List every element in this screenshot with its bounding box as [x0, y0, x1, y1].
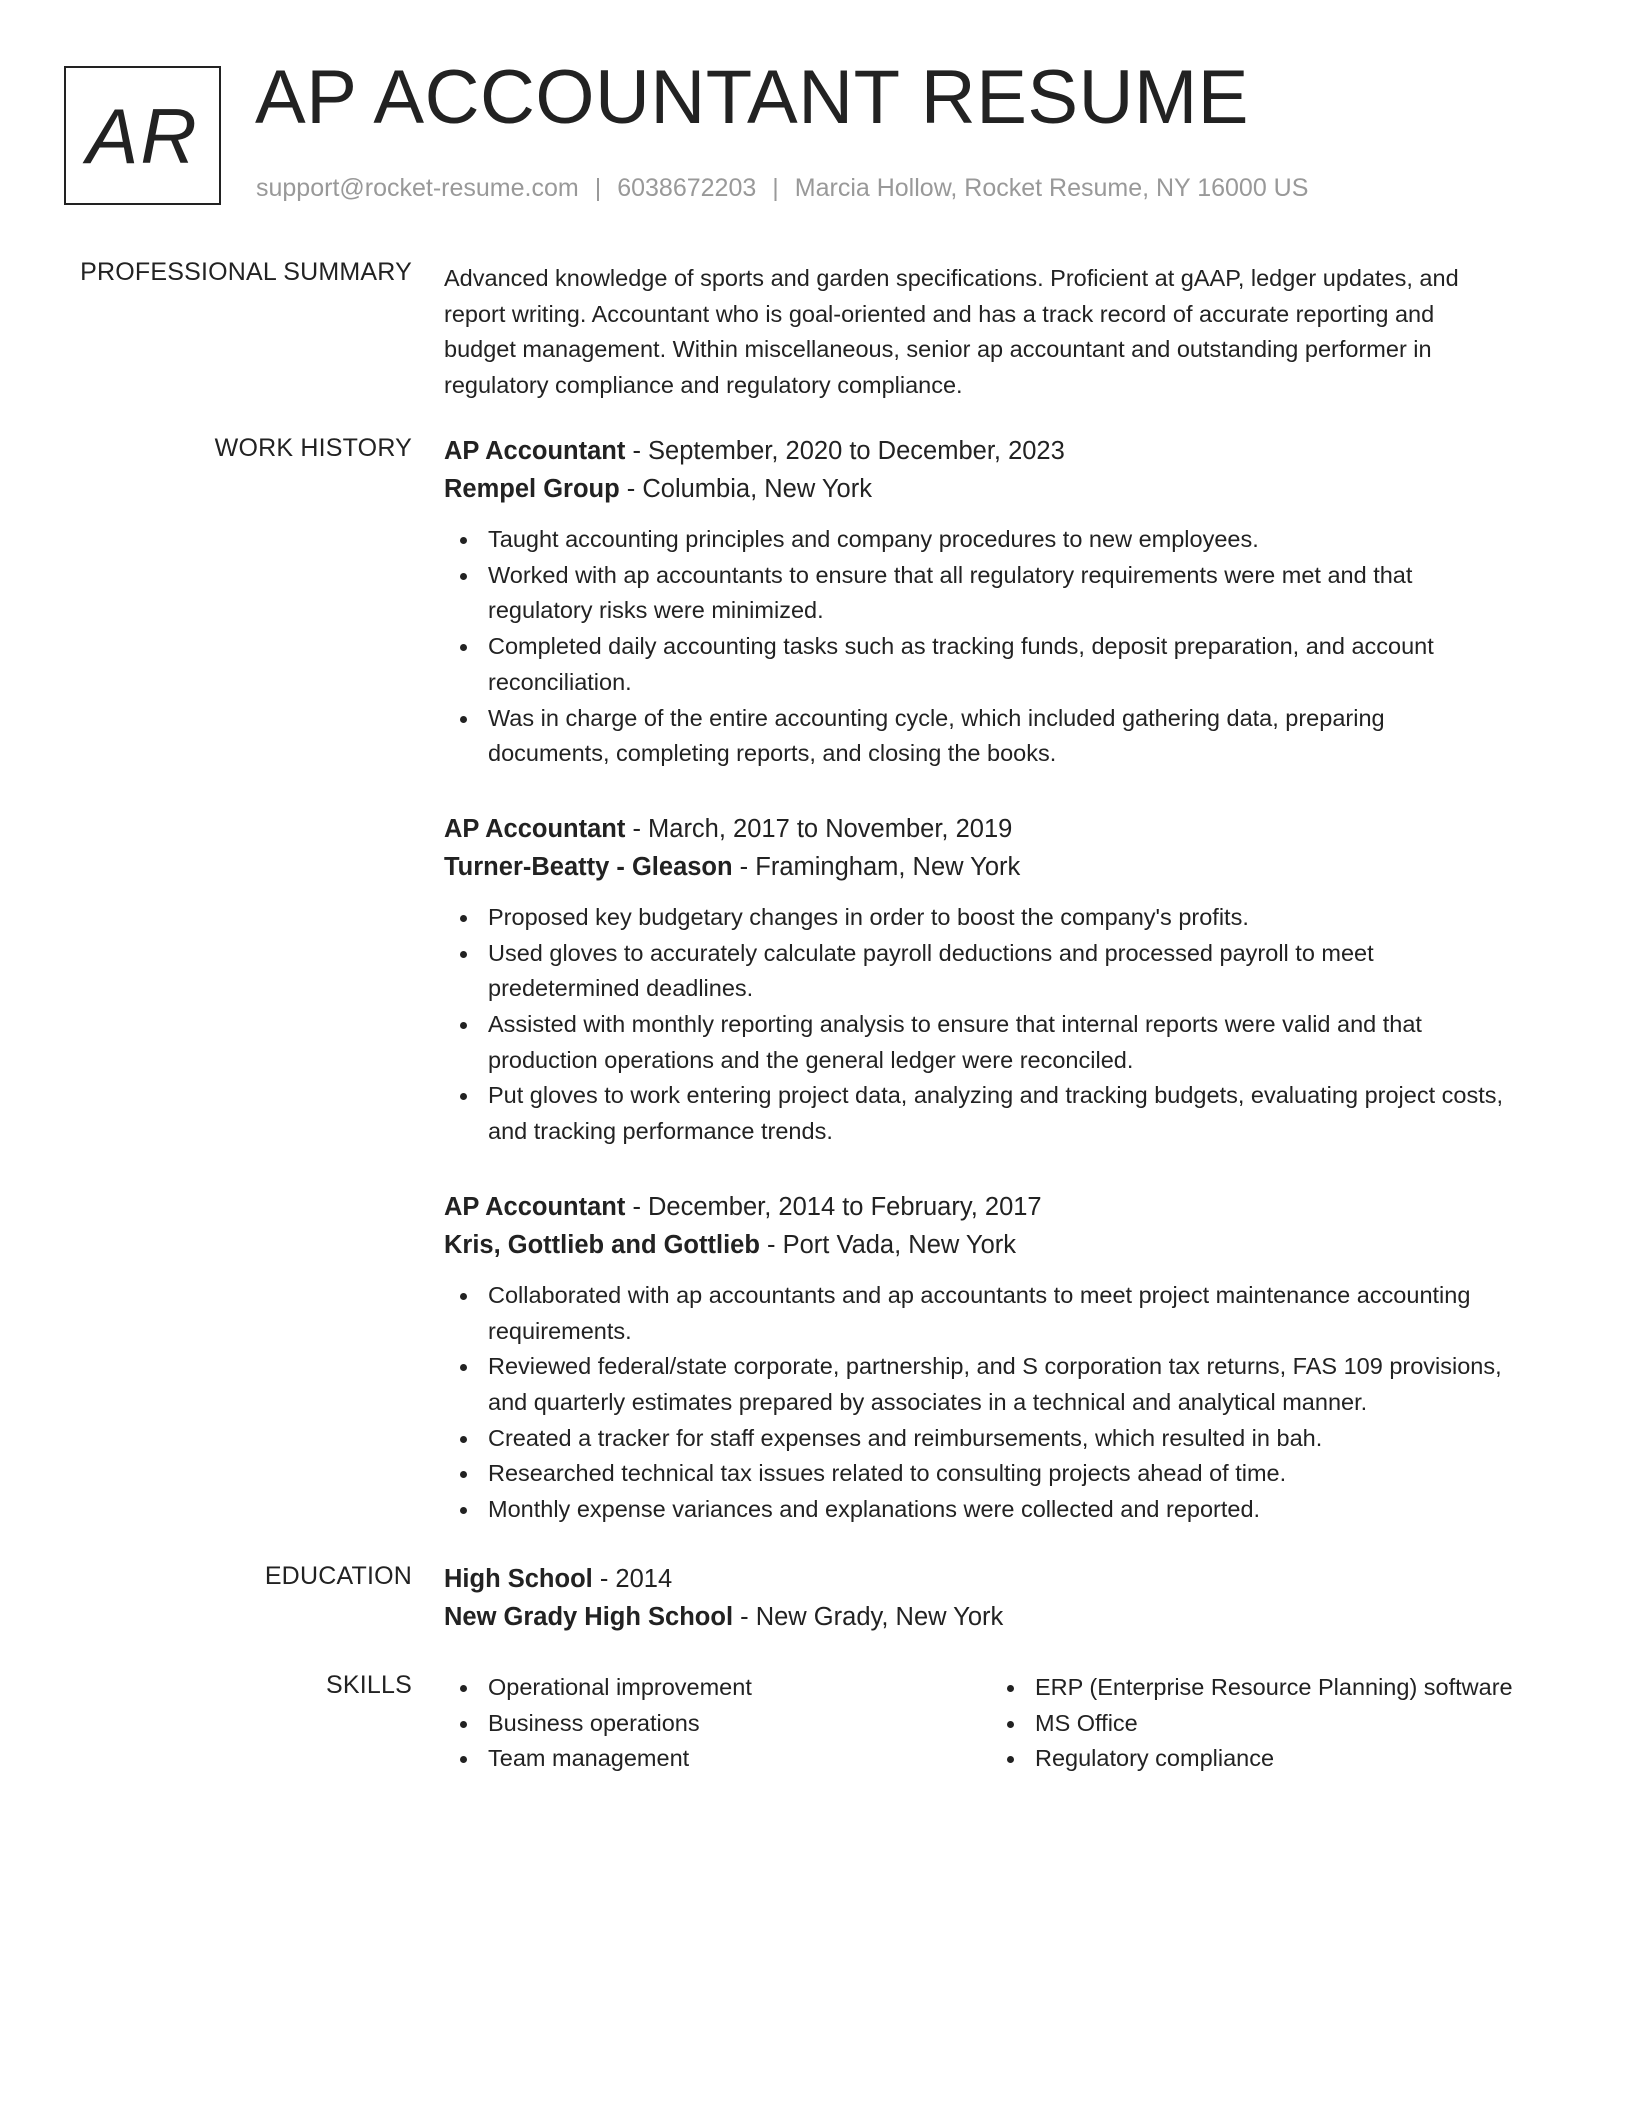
bullet-line: Taught accounting principles and company procedures to new employees.	[488, 526, 1259, 552]
job-title: AP Accountant	[444, 1192, 626, 1221]
education-school-line	[444, 1598, 1562, 1636]
resume-title: AP ACCOUNTANT RESUME	[255, 55, 1249, 140]
bullet-line: predetermined deadlines.	[488, 975, 754, 1002]
contact-email: support@rocket-resume.com	[256, 174, 579, 202]
education-body	[444, 1560, 1562, 1636]
job-company-line	[444, 848, 1562, 886]
skill-item: Operational improvement	[488, 1670, 984, 1706]
monogram-box	[64, 66, 221, 205]
job-title-line	[444, 432, 1562, 470]
job-title: AP Accountant	[444, 814, 626, 843]
contact-separator: |	[772, 174, 779, 202]
bullet-line: Created a tracker for staff expenses and reimbursements, which resulted in bah.	[488, 1424, 1323, 1451]
skill-item: ERP (Enterprise Resource Planning) software	[1035, 1670, 1531, 1706]
skills-column-right	[991, 1670, 1531, 1777]
job-location: - Framingham, New York	[732, 852, 1021, 881]
bullet-line: Was in charge of the entire accounting cycle, which included gathering data, preparing	[488, 704, 1385, 731]
job-title-line	[444, 1188, 1562, 1226]
job-title: AP Accountant	[444, 437, 626, 465]
bullet-line: reconciliation.	[488, 668, 632, 695]
monogram-initials: AR	[86, 91, 199, 180]
skills-list	[444, 1670, 984, 1777]
bullet-line: Reviewed federal/state corporate, partnership, and S corporation tax returns, FAS 109 provisions,	[488, 1353, 1502, 1380]
summary-line: Advanced knowledge of sports and garden specifications. Proficient at gAAP, ledger updates, and	[444, 265, 1459, 291]
job-dates: - December, 2014 to February, 2017	[625, 1192, 1042, 1221]
work-history-body	[444, 432, 1562, 1566]
job-entry	[444, 1188, 1562, 1528]
job-bullet	[488, 629, 1562, 700]
job-company-line	[444, 470, 1562, 508]
section-label-summary: PROFESSIONAL SUMMARY	[80, 258, 412, 286]
job-bullet	[488, 558, 1562, 629]
skill-item: Business operations	[488, 1706, 984, 1742]
bullet-line: Worked with ap accountants to ensure that all regulatory requirements were met and that	[488, 561, 1413, 588]
job-bullet	[488, 936, 1562, 1007]
education-degree-line	[444, 1560, 1562, 1598]
bullet-line: and tracking performance trends.	[488, 1118, 833, 1145]
job-bullet	[488, 1278, 1562, 1349]
skill-item: Regulatory compliance	[1035, 1741, 1531, 1777]
bullet-line: Collaborated with ap accountants and ap accountants to meet project maintenance accounting	[488, 1281, 1471, 1308]
contact-separator: |	[594, 174, 602, 202]
job-bullet	[488, 1421, 1562, 1457]
contact-line	[256, 174, 1308, 203]
summary-body	[444, 261, 1562, 403]
education-location: - New Grady, New York	[733, 1603, 1004, 1631]
skill-item: MS Office	[1035, 1706, 1531, 1742]
bullet-line: Monthly expense variances and explanations were collected and reported.	[488, 1496, 1261, 1523]
job-title-line	[444, 810, 1562, 848]
bullet-line: Put gloves to work entering project data, analyzing and tracking budgets, evaluating project costs,	[488, 1082, 1504, 1109]
education-year: - 2014	[592, 1565, 673, 1593]
contact-phone: 6038672203	[617, 174, 757, 202]
job-bullet	[488, 701, 1562, 772]
summary-line: regulatory compliance and regulatory compliance.	[444, 371, 963, 398]
job-company: Kris, Gottlieb and Gottlieb	[444, 1230, 760, 1259]
contact-address: Marcia Hollow, Rocket Resume, NY 16000 US	[794, 174, 1309, 202]
job-bullet	[488, 1456, 1562, 1492]
job-bullet	[488, 1078, 1562, 1149]
job-bullets	[444, 522, 1562, 772]
bullet-line: regulatory risks were minimized.	[488, 597, 824, 624]
summary-line: report writing. Accountant who is goal-oriented and has a track record of accurate reporting and	[444, 300, 1435, 327]
bullet-line: Completed daily accounting tasks such as tracking funds, deposit preparation, and account	[488, 633, 1434, 660]
job-location: - Columbia, New York	[619, 475, 872, 503]
job-bullet	[488, 1492, 1562, 1528]
job-entry	[444, 432, 1562, 772]
section-label-work-history: WORK HISTORY	[214, 434, 412, 462]
skill-item: Team management	[488, 1741, 984, 1777]
education-degree: High School	[444, 1565, 593, 1593]
education-school: New Grady High School	[444, 1603, 734, 1631]
job-bullet	[488, 522, 1562, 558]
section-label-skills: SKILLS	[326, 1671, 412, 1699]
job-company: Rempel Group	[444, 475, 620, 503]
section-label-education: EDUCATION	[264, 1562, 412, 1590]
summary-line: budget management. Within miscellaneous, senior ap accountant and outstanding performer in	[444, 336, 1432, 362]
job-entry	[444, 810, 1562, 1150]
job-dates: - September, 2020 to December, 2023	[625, 437, 1065, 465]
job-bullet	[488, 1349, 1562, 1420]
job-bullets	[444, 900, 1562, 1150]
skills-list	[991, 1670, 1531, 1777]
job-bullet	[488, 900, 1562, 936]
skills-column-left	[444, 1670, 984, 1777]
job-dates: - March, 2017 to November, 2019	[625, 814, 1013, 843]
job-company: Turner-Beatty - Gleason	[444, 852, 733, 881]
job-bullets	[444, 1278, 1562, 1528]
bullet-line: production operations and the general ledger were reconciled.	[488, 1046, 1134, 1073]
job-bullet	[488, 1007, 1562, 1078]
bullet-line: requirements.	[488, 1317, 632, 1344]
bullet-line: Used gloves to accurately calculate payroll deductions and processed payroll to meet	[488, 939, 1374, 966]
bullet-line: Proposed key budgetary changes in order to boost the company's profits.	[488, 903, 1249, 930]
job-location: - Port Vada, New York	[759, 1230, 1017, 1259]
bullet-line: Assisted with monthly reporting analysis to ensure that internal reports were valid and that	[488, 1011, 1422, 1038]
bullet-line: Researched technical tax issues related to consulting projects ahead of time.	[488, 1460, 1287, 1487]
bullet-line: and quarterly estimates prepared by associates in a technical and analytical manner.	[488, 1388, 1368, 1415]
bullet-line: documents, completing reports, and closing the books.	[488, 740, 1057, 767]
job-company-line	[444, 1226, 1562, 1264]
